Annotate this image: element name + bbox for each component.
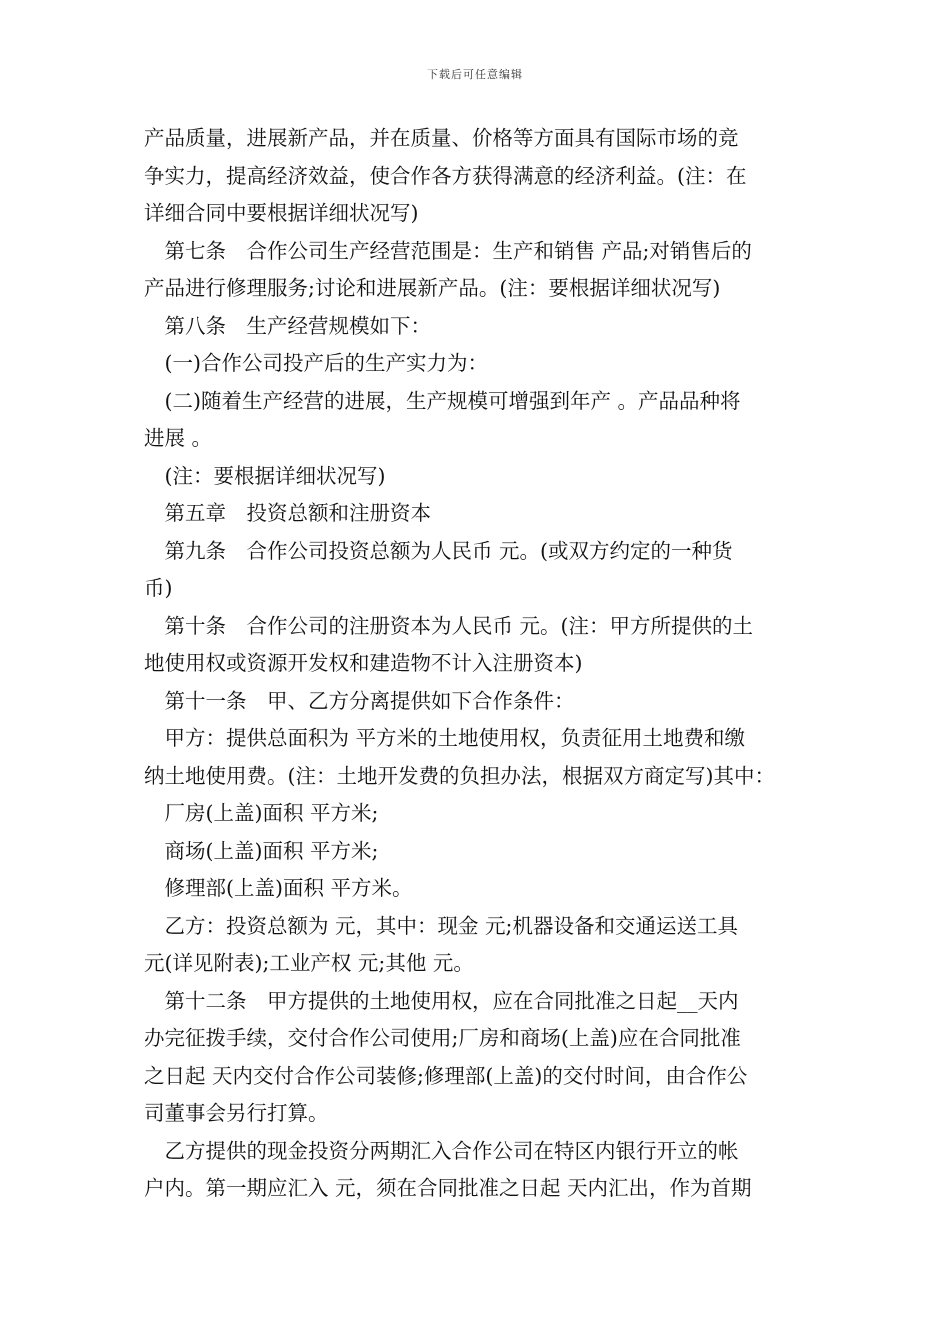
text-line: 第十二条 甲方提供的土地使用权，应在合同批准之日起__天内 [144,988,739,1013]
text-line: (注：要根据详细状况写) [144,463,386,488]
text-line: 之日起 天内交付合作公司装修;修理部(上盖)的交付时间，由合作公 [144,1063,748,1088]
text-line: 第九条 合作公司投资总额为人民币 元。(或双方约定的一种货 [144,538,733,563]
text-line: 纳土地使用费。(注：土地开发费的负担办法，根据双方商定写)其中： [144,763,775,788]
text-line: 第五章 投资总额和注册资本 [144,501,431,525]
text-line: 甲方：提供总面积为 平方米的土地使用权，负责征用土地费和缴 [144,726,746,750]
text-line: 办完征拨手续，交付合作公司使用;厂房和商场(上盖)应在合同批准 [144,1026,741,1050]
text-line: 司董事会另行打算。 [144,1101,329,1125]
text-line: 第十一条 甲、乙方分离提供如下合作条件： [144,688,575,713]
text-line: (二)随着生产经营的进展，生产规模可增强到年产 。产品品种将 [144,388,741,413]
text-line: 乙方：投资总额为 元，其中：现金 元;机器设备和交通运送工具 [144,913,738,938]
page-header: 下载后可任意编辑 [427,68,523,81]
text-line: 第七条 合作公司生产经营范围是：生产和销售 产品;对销售后的 [144,238,752,263]
text-line: (一)合作公司投产后的生产实力为： [144,351,488,375]
text-line: 乙方提供的现金投资分两期汇入合作公司在特区内银行开立的帐 [144,1138,739,1163]
text-line: 第十条 合作公司的注册资本为人民币 元。(注：甲方所提供的土 [144,613,754,638]
text-line: 修理部(上盖)面积 平方米。 [144,876,413,900]
text-line: 厂房(上盖)面积 平方米; [144,801,379,825]
text-line: 进展 。 [144,426,213,450]
text-line: 户内。第一期应汇入 元，须在合同批准之日起 天内汇出，作为首期 [144,1176,752,1200]
text-line: 元(详见附表);工业产权 元;其他 元。 [144,951,474,975]
text-line: 产品进行修理服务;讨论和进展新产品。(注：要根据详细状况写) [144,276,721,300]
text-line: 详细合同中要根据详细状况写) [144,201,419,225]
text-line: 地使用权或资源开发权和建造物不计入注册资本) [144,651,583,675]
text-line: 第八条 生产经营规模如下： [144,313,431,338]
text-line: 币) [144,576,173,600]
text-line: 争实力，提高经济效益，使合作各方获得满意的经济利益。(注：在 [144,163,747,188]
text-line: 商场(上盖)面积 平方米; [144,838,379,863]
document-body [144,120,816,1208]
text-line: 产品质量，进展新产品，并在质量、价格等方面具有国际市场的竞 [144,126,739,150]
